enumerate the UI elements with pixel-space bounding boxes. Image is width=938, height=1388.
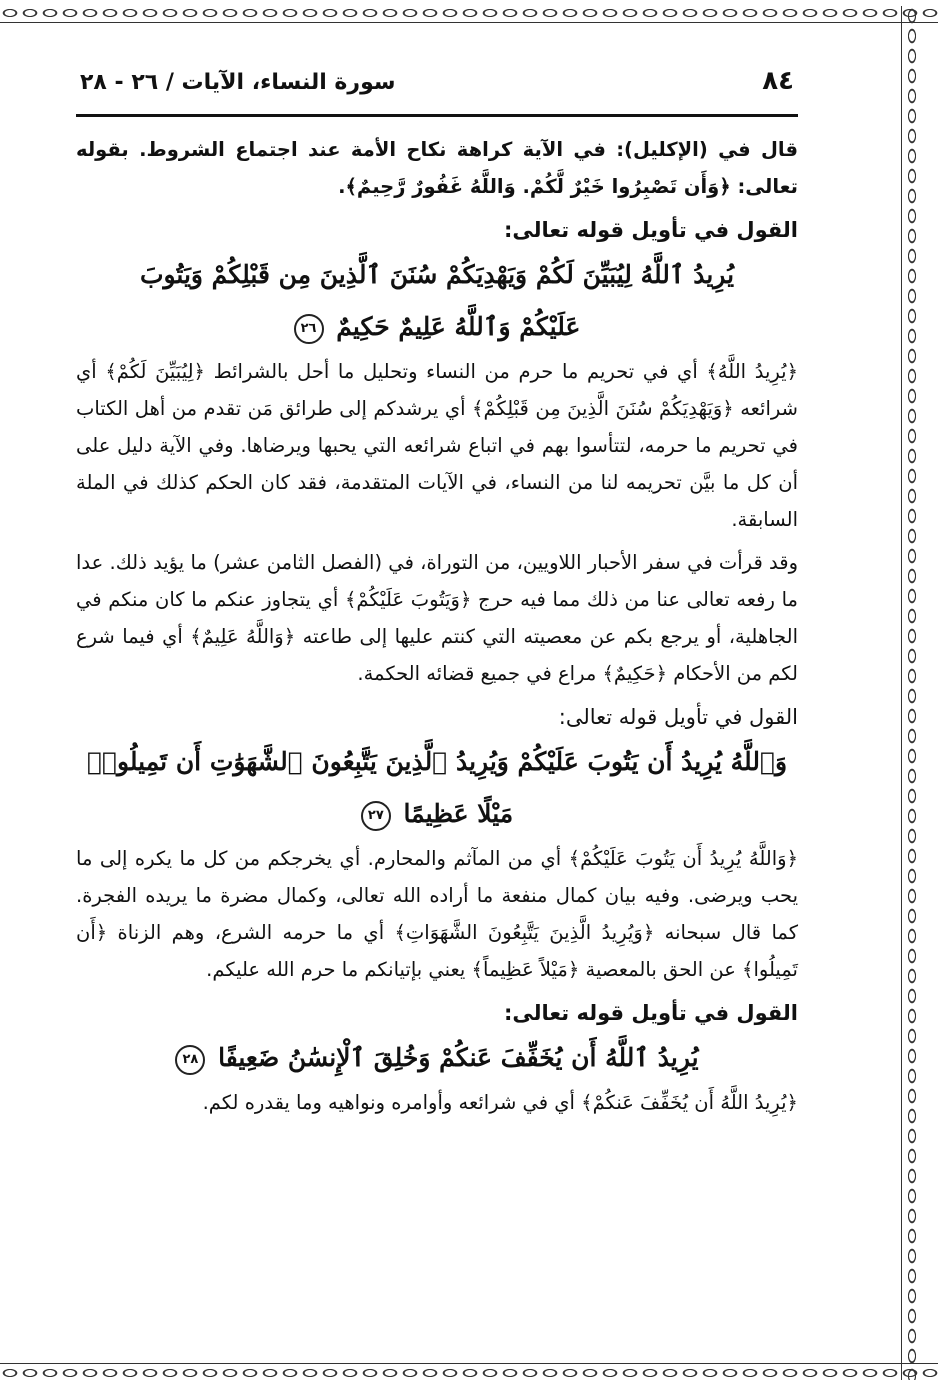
ornamental-border-bottom [0,1366,938,1380]
verse-number-marker: ٢٧ [361,801,391,831]
verse-number-marker: ٢٨ [175,1045,205,1075]
verse-28-line-1 [76,1032,798,1084]
page-content [76,66,798,1121]
page-header [76,66,798,117]
commentary-paragraph-2: وقد قرأت في سفر الأحبار اللاويين، من التوراة، في (الفصل الثامن عشر) ما يؤيد ذلك. عدا ما رفعه تعالى عنا من ذلك مما فيه حرج ﴿وَيَتُوبَ عَلَيْكُمْ﴾ أي يتجاوز عنكم ما كان منكم في الجاهلية، أو يرجع بكم عن معصيته التي كنتم عليها إلى طاعته ﴿وَاللَّهُ عَلِيمٌ﴾ أي فيما شرع لكم من الأحكام ﴿حَكِيمٌ﴾ مراع في جميع قضائه الحكمة. [76,551,798,685]
commentary-paragraph-1: ﴿يُرِيدُ اللَّهُ﴾ أي في تحريم ما حرم من النساء وتحليل ما أحل بالشرائط ﴿لِيُبَيِّنَ لَكُمْ﴾ أي شرائعه ﴿وَيَهْدِيَكُمْ سُنَنَ الَّذِينَ مِن قَبْلِكُمْ﴾ أي يرشدكم إلى طرائق مَن تقدم من أهل الكتاب في تحريم ما حرمه، لتتأسوا بهم في اتباع شرائعه التي يحبها ويرضاها. وفي الآية دليل على أن كل ما بيَّن تحريمه لنا من النساء، في الآيات المتقدمة، فقد كان الحكم كذلك في الملة السابقة. [76,360,798,531]
page-number: ٨٤ [762,66,794,96]
running-head: سورة النساء، الآيات / ٢٦ - ٢٨ [80,70,396,95]
ornamental-border-right [904,6,920,1380]
verse-number-marker: ٢٦ [294,314,324,344]
verse-28-line-1-text: يُرِيدُ ٱللَّهُ أَن يُخَفِّفَ عَنكُمْ وَخُلِقَ ٱلْإِنسَٰنُ ضَعِيفًا [218,1043,699,1072]
commentary-paragraph-4: ﴿يُرِيدُ اللَّهُ أَن يُخَفِّفَ عَنكُمْ﴾ أي في شرائعه وأوامره ونواهيه وما يقدره لكم. [202,1091,798,1114]
verse-26-line-2-text: عَلَيْكُمْ وَٱللَّهُ عَلِيمٌ حَكِيمٌ [336,312,581,341]
section-heading-verse-26: القول في تأويل قوله تعالى: [504,218,798,242]
section-heading-verse-27: القول في تأويل قوله تعالى: [558,705,798,729]
intro-paragraph: قال في (الإكليل): في الآية كراهة نكاح الأمة عند اجتماع الشروط. بقوله تعالى: ﴿وَأَن تَصْبِرُوا خَيْرٌ لَّكُمْ. وَاللَّهُ غَفُورٌ رَّحِيمٌ﴾. [76,138,798,198]
verse-27-line-2 [76,788,798,840]
ornamental-border-top [0,6,938,20]
verse-26-line-2 [76,301,798,353]
verse-27-line-1: وَٱللَّهُ يُرِيدُ أَن يَتُوبَ عَلَيْكُمْ وَيُرِيدُ ٱلَّذِينَ يَتَّبِعُونَ ٱلشَّهَوَٰتِ أَن تَمِيلُوا۟ [86,747,788,776]
verse-26-line-1: يُرِيدُ ٱللَّهُ لِيُبَيِّنَ لَكُمْ وَيَهْدِيَكُمْ سُنَنَ ٱلَّذِينَ مِن قَبْلِكُمْ وَيَتُوبَ [139,260,735,289]
verse-27-line-2-text: مَيْلًا عَظِيمًا [403,799,514,828]
section-heading-verse-28: القول في تأويل قوله تعالى: [504,1001,798,1025]
commentary-paragraph-3: ﴿وَاللَّهُ يُرِيدُ أَن يَتُوبَ عَلَيْكُمْ﴾ أي من المآثم والمحارم. أي يخرجكم من كل ما يكره إلى ما يحب ويرضى. وفيه بيان كمال منفعة ما أراده الله تعالى، وكمال مضرة ما يريده الفجرة. كما قال سبحانه ﴿وَيُرِيدُ الَّذِينَ يَتَّبِعُونَ الشَّهَوَاتِ﴾ أي ما حرمه الشرع، وهم الزناة ﴿أَن تَمِيلُوا﴾ عن الحق بالمعصية ﴿مَيْلاً عَظِيماً﴾ يعني بإتيانكم ما حرم الله عليكم. [76,847,798,981]
